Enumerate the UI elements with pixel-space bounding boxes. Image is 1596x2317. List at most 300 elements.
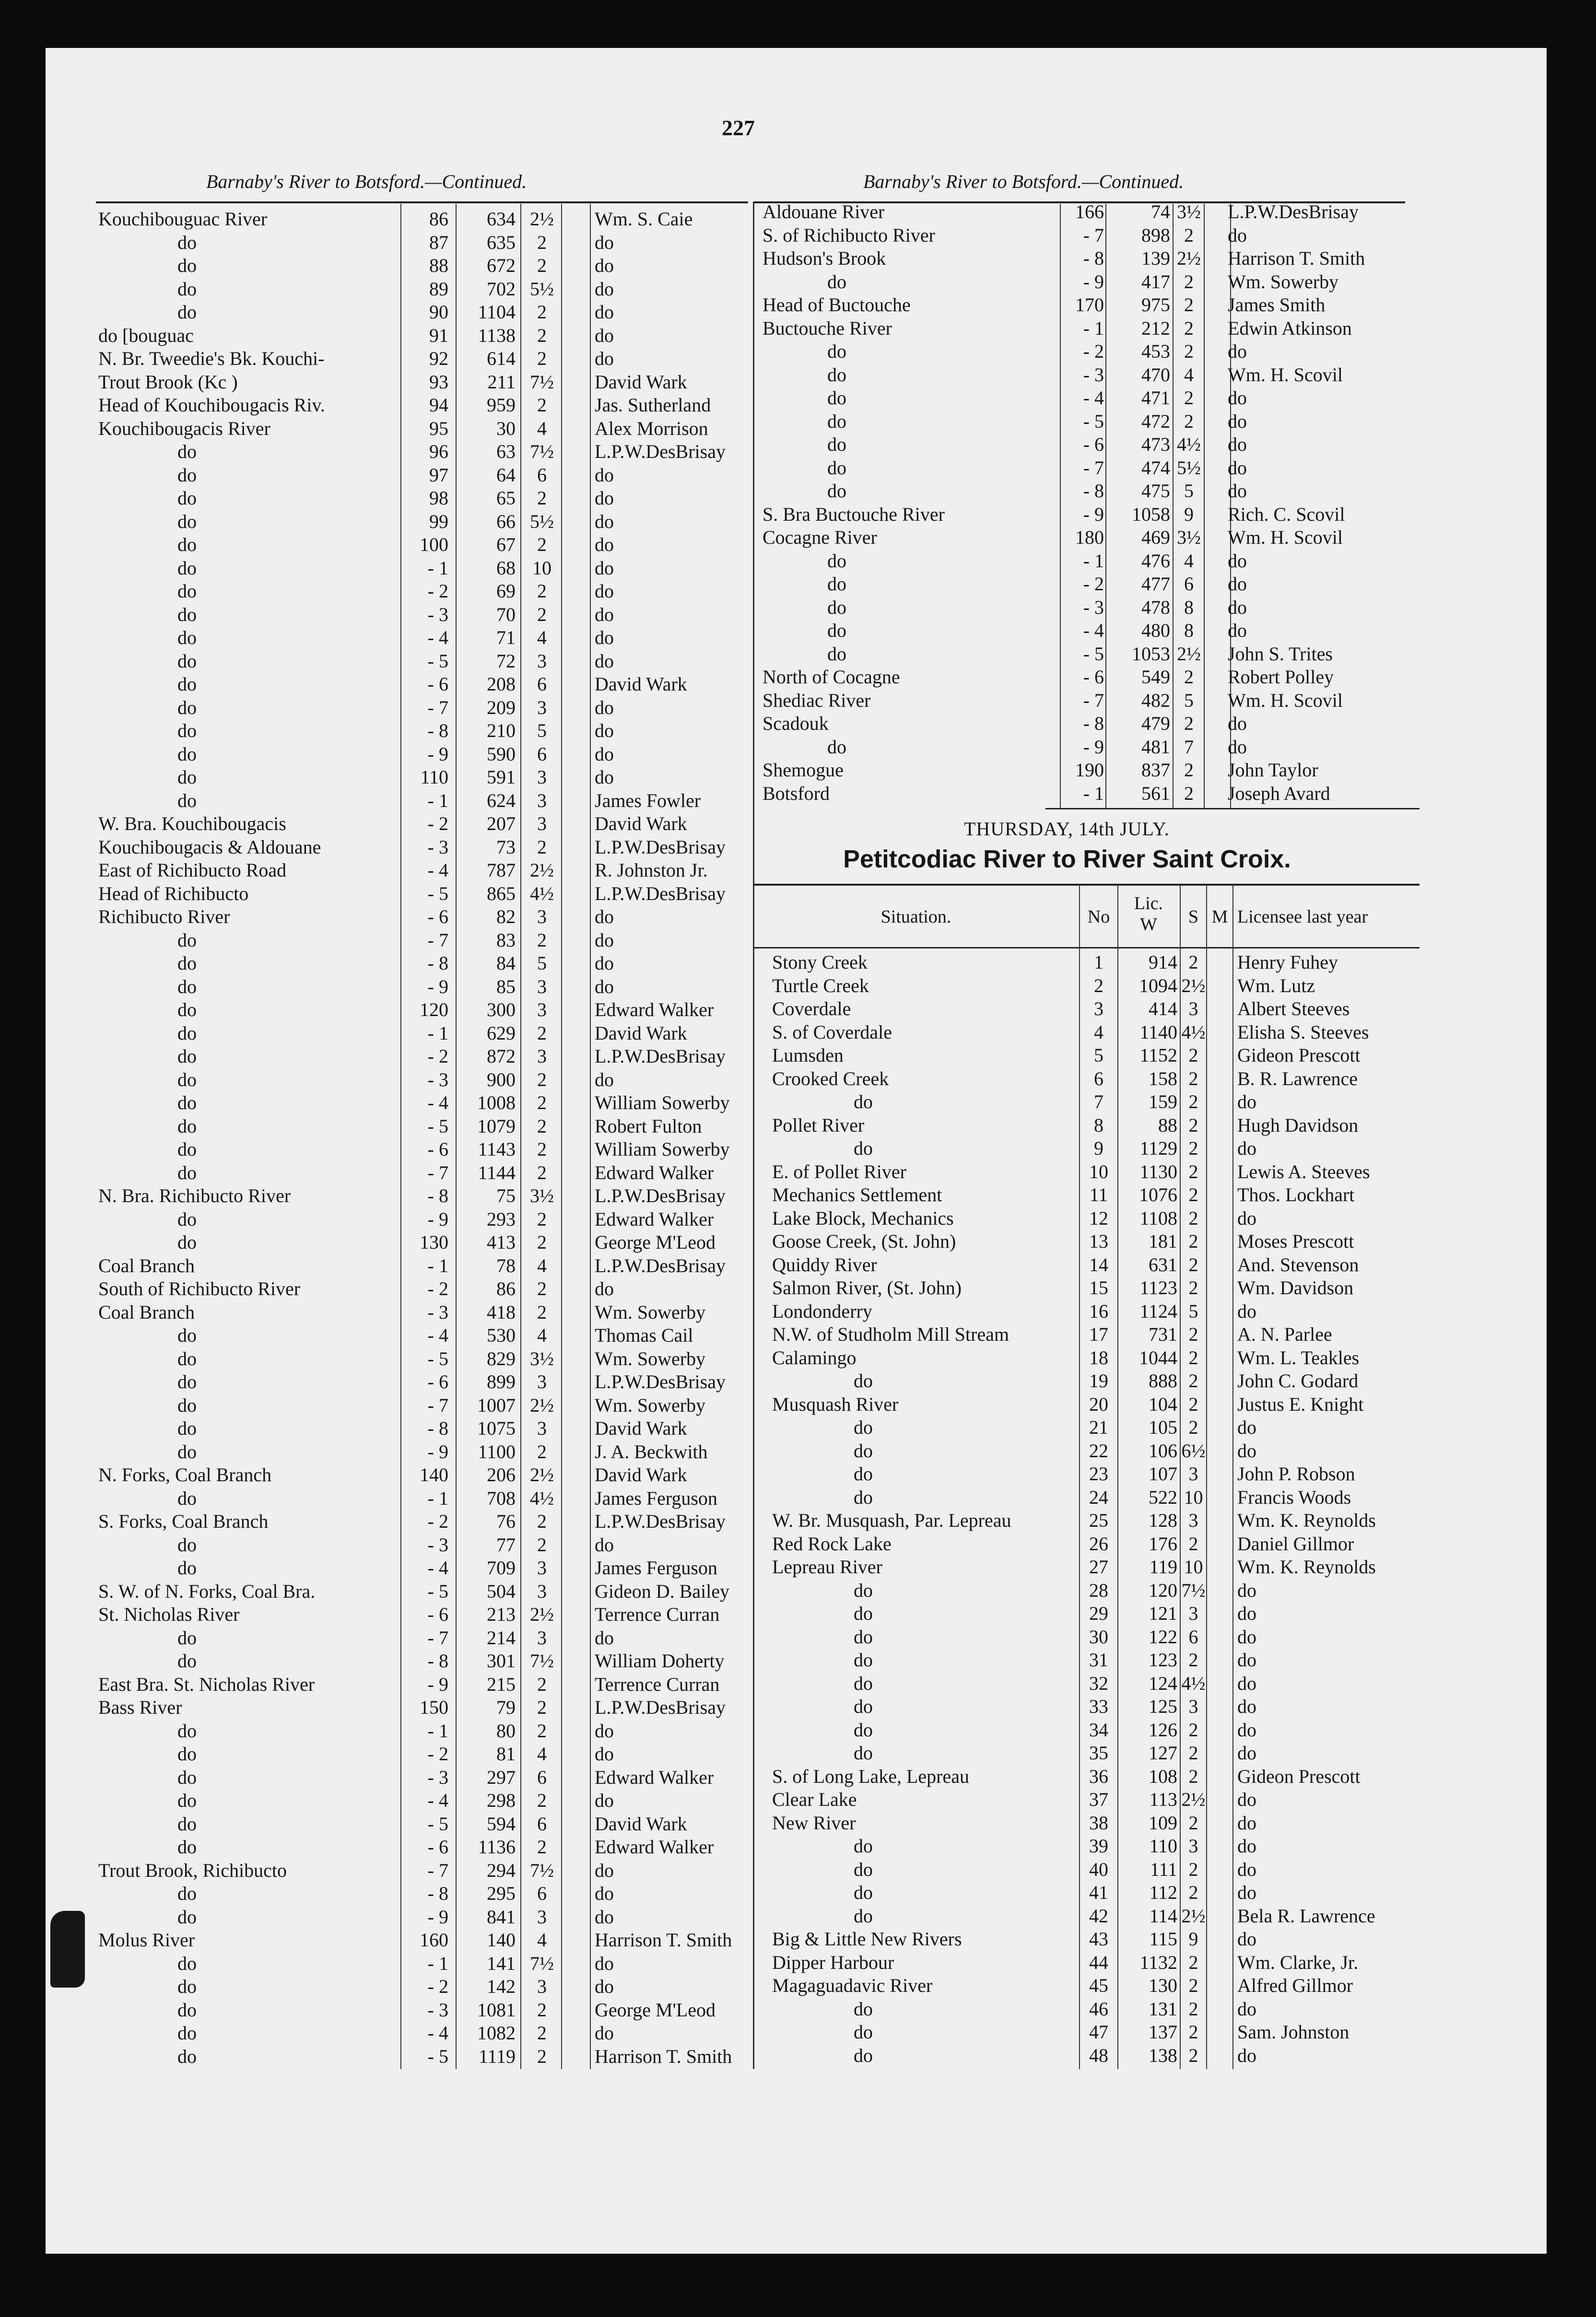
cell-lic: 1129 — [1139, 1137, 1177, 1159]
cell-no: - 7 — [427, 696, 448, 718]
cell-licensee: Robert Polley — [1228, 666, 1334, 688]
cell-lic: 1079 — [477, 1115, 516, 1137]
cell-licensee: Wm. S. Caie — [595, 208, 693, 230]
cell-lic: 141 — [487, 1952, 516, 1974]
cell-sm: 3 — [1188, 1463, 1198, 1485]
cell-sm: 2 — [537, 1673, 547, 1695]
cell-licensee: Lewis A. Steeves — [1237, 1160, 1370, 1182]
cell-sm: 2 — [1184, 317, 1194, 339]
cell-situation: Shediac River — [763, 689, 871, 711]
cell-no: - 9 — [427, 1208, 448, 1230]
cell-lic: 530 — [487, 1324, 516, 1346]
cell-lic: 108 — [1149, 1765, 1177, 1787]
cell-lic: 708 — [487, 1487, 516, 1509]
cell-sm: 9 — [1188, 1928, 1198, 1950]
cell-no: 89 — [429, 278, 448, 300]
cell-no: 14 — [1089, 1253, 1108, 1276]
table-row — [0, 1253, 1596, 1277]
cell-licensee: do — [595, 557, 614, 579]
cell-no: 110 — [420, 766, 448, 788]
table-row — [0, 1812, 1596, 1835]
cell-situation: do — [854, 1649, 873, 1671]
table-row — [0, 1463, 1596, 1486]
cell-lic: 1104 — [478, 301, 516, 323]
cell-licensee: do — [595, 696, 614, 718]
table-row — [0, 503, 1596, 527]
cell-no: 97 — [429, 464, 448, 486]
cell-no: - 2 — [427, 1045, 448, 1067]
cell-sm: 5½ — [530, 510, 554, 532]
table-row — [0, 1067, 1596, 1091]
cell-no: 11 — [1089, 1184, 1108, 1205]
cell-no: - 6 — [1083, 666, 1104, 688]
cell-licensee: do — [1228, 456, 1247, 479]
cell-no: - 6 — [427, 906, 448, 927]
cell-licensee: Hugh Davidson — [1237, 1114, 1359, 1136]
cell-licensee: do — [1228, 620, 1247, 641]
cell-sm: 6 — [1188, 1626, 1198, 1648]
cell-situation: Pollet River — [772, 1114, 865, 1136]
table-row — [0, 1369, 1596, 1393]
cell-licensee: Wm. Clarke, Jr. — [1237, 1951, 1359, 1973]
cell-no: 1 — [1094, 951, 1103, 973]
cell-situation: do — [827, 620, 846, 641]
cell-situation: do — [177, 1347, 197, 1369]
cell-situation: do — [177, 464, 197, 486]
cell-sm: 2 — [537, 1068, 547, 1090]
cell-situation: do — [177, 1533, 197, 1556]
cell-sm: 2 — [1188, 1253, 1198, 1276]
table-row — [0, 200, 1596, 224]
cell-lic: 1008 — [477, 1092, 516, 1113]
cell-licensee: do — [1237, 1789, 1256, 1810]
cell-situation: do — [177, 720, 197, 741]
cell-licensee: Bela R. Lawrence — [1237, 1905, 1375, 1927]
cell-licensee: do — [595, 534, 614, 555]
cell-licensee: Edward Walker — [595, 1836, 714, 1858]
cell-situation: Richibucto River — [98, 906, 230, 927]
cell-situation: do — [177, 603, 197, 625]
cell-licensee: do — [1237, 1439, 1256, 1462]
cell-lic: 83 — [496, 929, 516, 951]
table-row — [0, 1974, 1596, 1998]
cell-licensee: do — [1228, 573, 1247, 595]
cell-situation: do — [177, 1371, 197, 1393]
cell-situation: Clear Lake — [772, 1789, 857, 1810]
cell-situation: do — [177, 766, 197, 788]
page-number: 227 — [722, 116, 755, 140]
cell-situation: South of Richibucto River — [98, 1278, 301, 1299]
cell-lic: 142 — [487, 1976, 516, 1997]
cell-situation: do — [854, 1603, 873, 1624]
cell-sm: 2 — [1188, 1277, 1198, 1299]
cell-sm: 2 — [1184, 759, 1194, 781]
cell-no: 2 — [1094, 974, 1103, 996]
cell-licensee: do — [595, 510, 614, 532]
cell-situation: do — [177, 1627, 197, 1649]
cell-lic: 471 — [1141, 387, 1170, 409]
cell-situation: Cocagne River — [763, 527, 877, 548]
cell-no: - 1 — [427, 789, 448, 811]
cell-sm: 2 — [537, 534, 547, 555]
cell-sm: 2 — [1188, 1160, 1198, 1182]
cell-sm: 2 — [537, 2045, 547, 2067]
cell-no: 90 — [429, 301, 448, 323]
cell-licensee: James Fowler — [595, 789, 701, 811]
cell-no: 19 — [1089, 1370, 1108, 1392]
cell-no: - 6 — [427, 673, 448, 695]
cell-lic: 474 — [1141, 456, 1170, 479]
cell-licensee: L.P.W.DesBrisay — [595, 1697, 726, 1718]
cell-lic: 914 — [1149, 951, 1177, 973]
cell-situation: do — [177, 1161, 197, 1183]
table-row — [0, 293, 1596, 317]
table-row — [0, 1579, 1596, 1603]
cell-lic: 214 — [487, 1627, 516, 1649]
table-row — [0, 317, 1596, 340]
table-row — [0, 340, 1596, 363]
cell-situation: do — [827, 550, 846, 572]
cell-lic: 67 — [496, 534, 516, 555]
cell-no: 160 — [420, 1929, 448, 1951]
cell-licensee: Wm. K. Reynolds — [1237, 1556, 1376, 1578]
cell-no: - 7 — [1083, 689, 1104, 711]
cell-lic: 158 — [1149, 1067, 1177, 1089]
cell-lic: 300 — [487, 999, 516, 1020]
cell-sm: 9 — [1184, 503, 1194, 525]
cell-licensee: David Wark — [595, 1022, 687, 1044]
cell-no: 20 — [1089, 1393, 1108, 1415]
table-row — [0, 619, 1596, 643]
cell-sm: 3 — [1188, 1603, 1198, 1624]
cell-no: 120 — [420, 999, 448, 1020]
cell-lic: 107 — [1149, 1463, 1177, 1485]
cell-licensee: James Ferguson — [595, 1557, 717, 1579]
table-row — [0, 1742, 1596, 1765]
cell-sm: 2 — [1188, 2044, 1198, 2066]
cell-sm: 6 — [537, 673, 547, 695]
cell-no: 98 — [429, 487, 448, 509]
cell-no: - 4 — [427, 1790, 448, 1811]
cell-situation: S. of Richibucto River — [763, 224, 935, 246]
cell-sm: 2 — [1188, 1951, 1198, 1973]
cell-lic: 1123 — [1139, 1277, 1177, 1299]
cell-lic: 1136 — [478, 1836, 516, 1858]
cell-no: - 6 — [1083, 433, 1104, 455]
cell-sm: 2 — [537, 580, 547, 602]
table-row — [0, 905, 753, 929]
cell-sm: 2 — [537, 231, 547, 253]
table-row — [0, 643, 1596, 666]
header-m: M — [1211, 907, 1228, 927]
cell-lic: 66 — [496, 510, 516, 532]
cell-lic: 77 — [496, 1533, 516, 1556]
cell-no: 47 — [1089, 2021, 1108, 2043]
cell-situation: Head of Richibucto — [98, 882, 249, 904]
table-row — [0, 1114, 1596, 1137]
cell-situation: Trout Brook (Kc ) — [98, 371, 238, 393]
cell-sm: 4 — [537, 1254, 547, 1276]
cell-no: 32 — [1089, 1672, 1108, 1694]
cell-licensee: Wm. H. Scovil — [1228, 527, 1343, 548]
table-row — [0, 1858, 1596, 1882]
cell-sm: 2 — [1184, 713, 1194, 734]
cell-situation: do — [854, 2044, 873, 2066]
cell-no: - 8 — [427, 952, 448, 974]
cell-no: - 3 — [1083, 596, 1104, 618]
table-row — [0, 1183, 1596, 1207]
cell-no: - 4 — [427, 1557, 448, 1579]
cell-no: 33 — [1089, 1696, 1108, 1717]
cell-licensee: Alex Morrison — [595, 417, 708, 439]
cell-no: - 8 — [427, 1650, 448, 1672]
cell-lic: 111 — [1150, 1858, 1177, 1880]
cell-no: 96 — [429, 441, 448, 462]
cell-sm: 2½ — [530, 208, 554, 230]
cell-sm: 3 — [1188, 1835, 1198, 1857]
cell-licensee: do — [595, 1790, 614, 1811]
cell-lic: 872 — [487, 1045, 516, 1067]
cell-licensee: do — [595, 1720, 614, 1742]
cell-licensee: do — [1228, 433, 1247, 455]
cell-sm: 3 — [537, 1906, 547, 1928]
cell-licensee: do — [595, 464, 614, 486]
cell-no: 87 — [429, 231, 448, 253]
cell-situation: East of Richibucto Road — [98, 859, 287, 881]
cell-no: 150 — [420, 1697, 448, 1718]
cell-licensee: Thos. Lockhart — [1237, 1184, 1355, 1205]
cell-lic: 476 — [1141, 550, 1170, 572]
cell-licensee: do — [1237, 1719, 1256, 1741]
cell-sm: 3 — [537, 696, 547, 718]
cell-lic: 591 — [487, 766, 516, 788]
cell-lic: 629 — [487, 1022, 516, 1044]
cell-lic: 301 — [487, 1650, 516, 1672]
cell-sm: 2 — [1188, 2021, 1198, 2043]
cell-sm: 2 — [537, 1301, 547, 1323]
cell-licensee: do — [1237, 1696, 1256, 1717]
cell-no: - 4 — [427, 859, 448, 881]
cell-lic: 1119 — [478, 2045, 516, 2067]
cell-licensee: Albert Steeves — [1237, 998, 1350, 1019]
table-row — [0, 1090, 1596, 1114]
cell-lic: 1108 — [1139, 1207, 1177, 1229]
cell-lic: 453 — [1141, 340, 1170, 362]
header-no: No — [1087, 907, 1110, 927]
cell-sm: 2½ — [1181, 974, 1206, 996]
cell-sm: 3 — [1188, 1696, 1198, 1717]
cell-no: - 1 — [427, 1487, 448, 1509]
cell-situation: do — [177, 1999, 197, 2021]
cell-situation: Kouchibouguac River — [98, 208, 268, 230]
cell-lic: 1094 — [1139, 974, 1177, 996]
cell-sm: 4 — [537, 1929, 547, 1951]
cell-sm: 3 — [537, 789, 547, 811]
cell-lic: 1053 — [1132, 643, 1170, 665]
cell-lic: 1044 — [1139, 1346, 1177, 1369]
cell-situation: do — [854, 1835, 873, 1857]
cell-no: - 9 — [427, 743, 448, 765]
cell-situation: S. Forks, Coal Branch — [98, 1510, 269, 1532]
cell-sm: 6½ — [1181, 1439, 1206, 1462]
cell-situation: do — [854, 1858, 873, 1880]
cell-licensee: do — [595, 1906, 614, 1928]
cell-licensee: David Wark — [595, 813, 687, 834]
cell-situation: S. W. of N. Forks, Coal Bra. — [98, 1580, 316, 1602]
cell-lic: 480 — [1141, 620, 1170, 641]
cell-situation: do — [827, 596, 846, 618]
cell-lic: 64 — [496, 464, 516, 486]
cell-licensee: J. A. Beckwith — [595, 1440, 708, 1463]
cell-no: - 5 — [427, 1347, 448, 1369]
cell-sm: 2 — [1188, 1812, 1198, 1834]
cell-no: - 3 — [427, 603, 448, 625]
cell-no: - 8 — [1083, 247, 1104, 269]
cell-no: - 4 — [427, 2022, 448, 2044]
table-row — [0, 929, 753, 952]
cell-situation: do — [177, 1557, 197, 1579]
cell-no: - 7 — [427, 1161, 448, 1183]
cell-situation: N. Br. Tweedie's Bk. Kouchi- — [98, 348, 325, 369]
cell-situation: do — [177, 1208, 197, 1230]
cell-situation: do — [827, 736, 846, 758]
cell-licensee: L.P.W.DesBrisay — [1228, 201, 1359, 222]
cell-licensee: L.P.W.DesBrisay — [595, 1254, 726, 1276]
cell-licensee: William Doherty — [595, 1650, 725, 1672]
cell-sm: 3 — [537, 650, 547, 672]
cell-lic: 80 — [496, 1720, 516, 1742]
cell-situation: do — [177, 999, 197, 1020]
cell-sm: 3 — [537, 1976, 547, 1997]
cell-situation: do — [177, 673, 197, 695]
cell-licensee: do — [595, 1952, 614, 1974]
table-row — [0, 1439, 1596, 1463]
cell-licensee: do — [595, 603, 614, 625]
cell-licensee: do — [1228, 596, 1247, 618]
cell-no: 46 — [1089, 1998, 1108, 2020]
cell-sm: 2 — [1188, 1416, 1198, 1438]
cell-no: - 5 — [427, 1580, 448, 1602]
cell-sm: 2 — [1188, 1114, 1198, 1136]
cell-licensee: L.P.W.DesBrisay — [595, 836, 726, 858]
cell-situation: North of Cocagne — [763, 666, 900, 688]
cell-licensee: Robert Fulton — [595, 1115, 702, 1137]
cell-licensee: Thomas Cail — [595, 1324, 693, 1346]
cell-lic: 472 — [1141, 410, 1170, 432]
cell-licensee: L.P.W.DesBrisay — [595, 1510, 726, 1532]
cell-licensee: do — [1228, 224, 1247, 246]
cell-situation: Aldouane River — [763, 201, 885, 222]
table-row — [0, 1509, 1596, 1533]
table-row — [0, 974, 1596, 998]
cell-no: - 7 — [427, 929, 448, 951]
cell-situation: Head of Kouchibougacis Riv. — [98, 394, 325, 416]
cell-sm: 7½ — [530, 1859, 554, 1881]
cell-lic: 1081 — [477, 1999, 516, 2021]
cell-sm: 2 — [1188, 1207, 1198, 1229]
table-row — [0, 1928, 1596, 1951]
table-row — [0, 712, 1596, 736]
cell-no: 35 — [1089, 1742, 1108, 1764]
cell-lic: 71 — [496, 627, 516, 648]
cell-licensee: Wm. Sowerby — [595, 1347, 706, 1369]
table-row — [0, 1672, 1596, 1696]
cell-lic: 140 — [487, 1929, 516, 1951]
cell-lic: 1130 — [1139, 1160, 1177, 1182]
table-row — [0, 1626, 1596, 1649]
cell-licensee: do — [1237, 2044, 1256, 2066]
cell-sm: 5½ — [530, 278, 554, 300]
cell-no: 26 — [1089, 1533, 1108, 1555]
cell-sm: 3 — [537, 1580, 547, 1602]
cell-no: - 2 — [1083, 340, 1104, 362]
cell-situation: do — [827, 387, 846, 409]
cell-no: - 2 — [427, 1743, 448, 1765]
cell-no: - 5 — [427, 882, 448, 904]
cell-lic: 137 — [1149, 2021, 1177, 2043]
cell-situation: do — [827, 340, 846, 362]
cell-situation: do — [827, 573, 846, 595]
cell-lic: 504 — [487, 1580, 516, 1602]
left-column-heading: Barnaby's River to Botsford.—Continued. — [206, 171, 527, 192]
table-row — [0, 1649, 1596, 1672]
cell-sm: 2 — [1188, 951, 1198, 973]
cell-situation: do — [854, 1416, 873, 1438]
cell-lic: 128 — [1149, 1510, 1177, 1531]
cell-no: 48 — [1089, 2044, 1108, 2066]
cell-licensee: do — [595, 952, 614, 974]
cell-sm: 4½ — [530, 1487, 554, 1509]
cell-licensee: do — [1237, 1812, 1256, 1834]
cell-situation: do — [177, 580, 197, 602]
cell-lic: 298 — [487, 1790, 516, 1811]
cell-sm: 3½ — [530, 1347, 554, 1369]
cell-sm: 4½ — [530, 882, 554, 904]
cell-lic: 74 — [1151, 201, 1170, 222]
cell-no: 180 — [1075, 527, 1104, 548]
cell-licensee: do — [1228, 340, 1247, 362]
cell-lic: 125 — [1149, 1696, 1177, 1717]
cell-lic: 176 — [1149, 1533, 1177, 1555]
cell-sm: 2½ — [530, 859, 554, 881]
cell-licensee: do — [595, 766, 614, 788]
cell-no: - 5 — [427, 1115, 448, 1137]
cell-licensee: B. R. Lawrence — [1237, 1067, 1358, 1089]
cell-situation: do — [177, 1952, 197, 1974]
cell-sm: 4½ — [1177, 433, 1201, 455]
cell-sm: 3 — [537, 766, 547, 788]
cell-situation: do — [177, 1022, 197, 1044]
cell-situation: N.W. of Studholm Mill Stream — [772, 1323, 1009, 1345]
header-lic: Lic. W — [1134, 893, 1163, 935]
cell-situation: do — [177, 696, 197, 718]
cell-lic: 479 — [1141, 713, 1170, 734]
cell-sm: 2 — [1184, 387, 1194, 409]
cell-no: 13 — [1089, 1230, 1108, 1252]
cell-lic: 635 — [487, 231, 516, 253]
cell-lic: 590 — [487, 743, 516, 765]
cell-lic: 1100 — [478, 1440, 516, 1463]
cell-lic: 731 — [1149, 1323, 1177, 1345]
table-row — [0, 1207, 1596, 1230]
cell-lic: 139 — [1141, 247, 1170, 269]
cell-situation: do — [854, 1137, 873, 1159]
cell-lic: 65 — [496, 487, 516, 509]
cell-situation: W. Br. Musquash, Par. Lepreau — [772, 1510, 1011, 1531]
cell-sm: 2 — [537, 1999, 547, 2021]
cell-no: - 1 — [427, 1022, 448, 1044]
cell-lic: 414 — [1149, 998, 1177, 1019]
